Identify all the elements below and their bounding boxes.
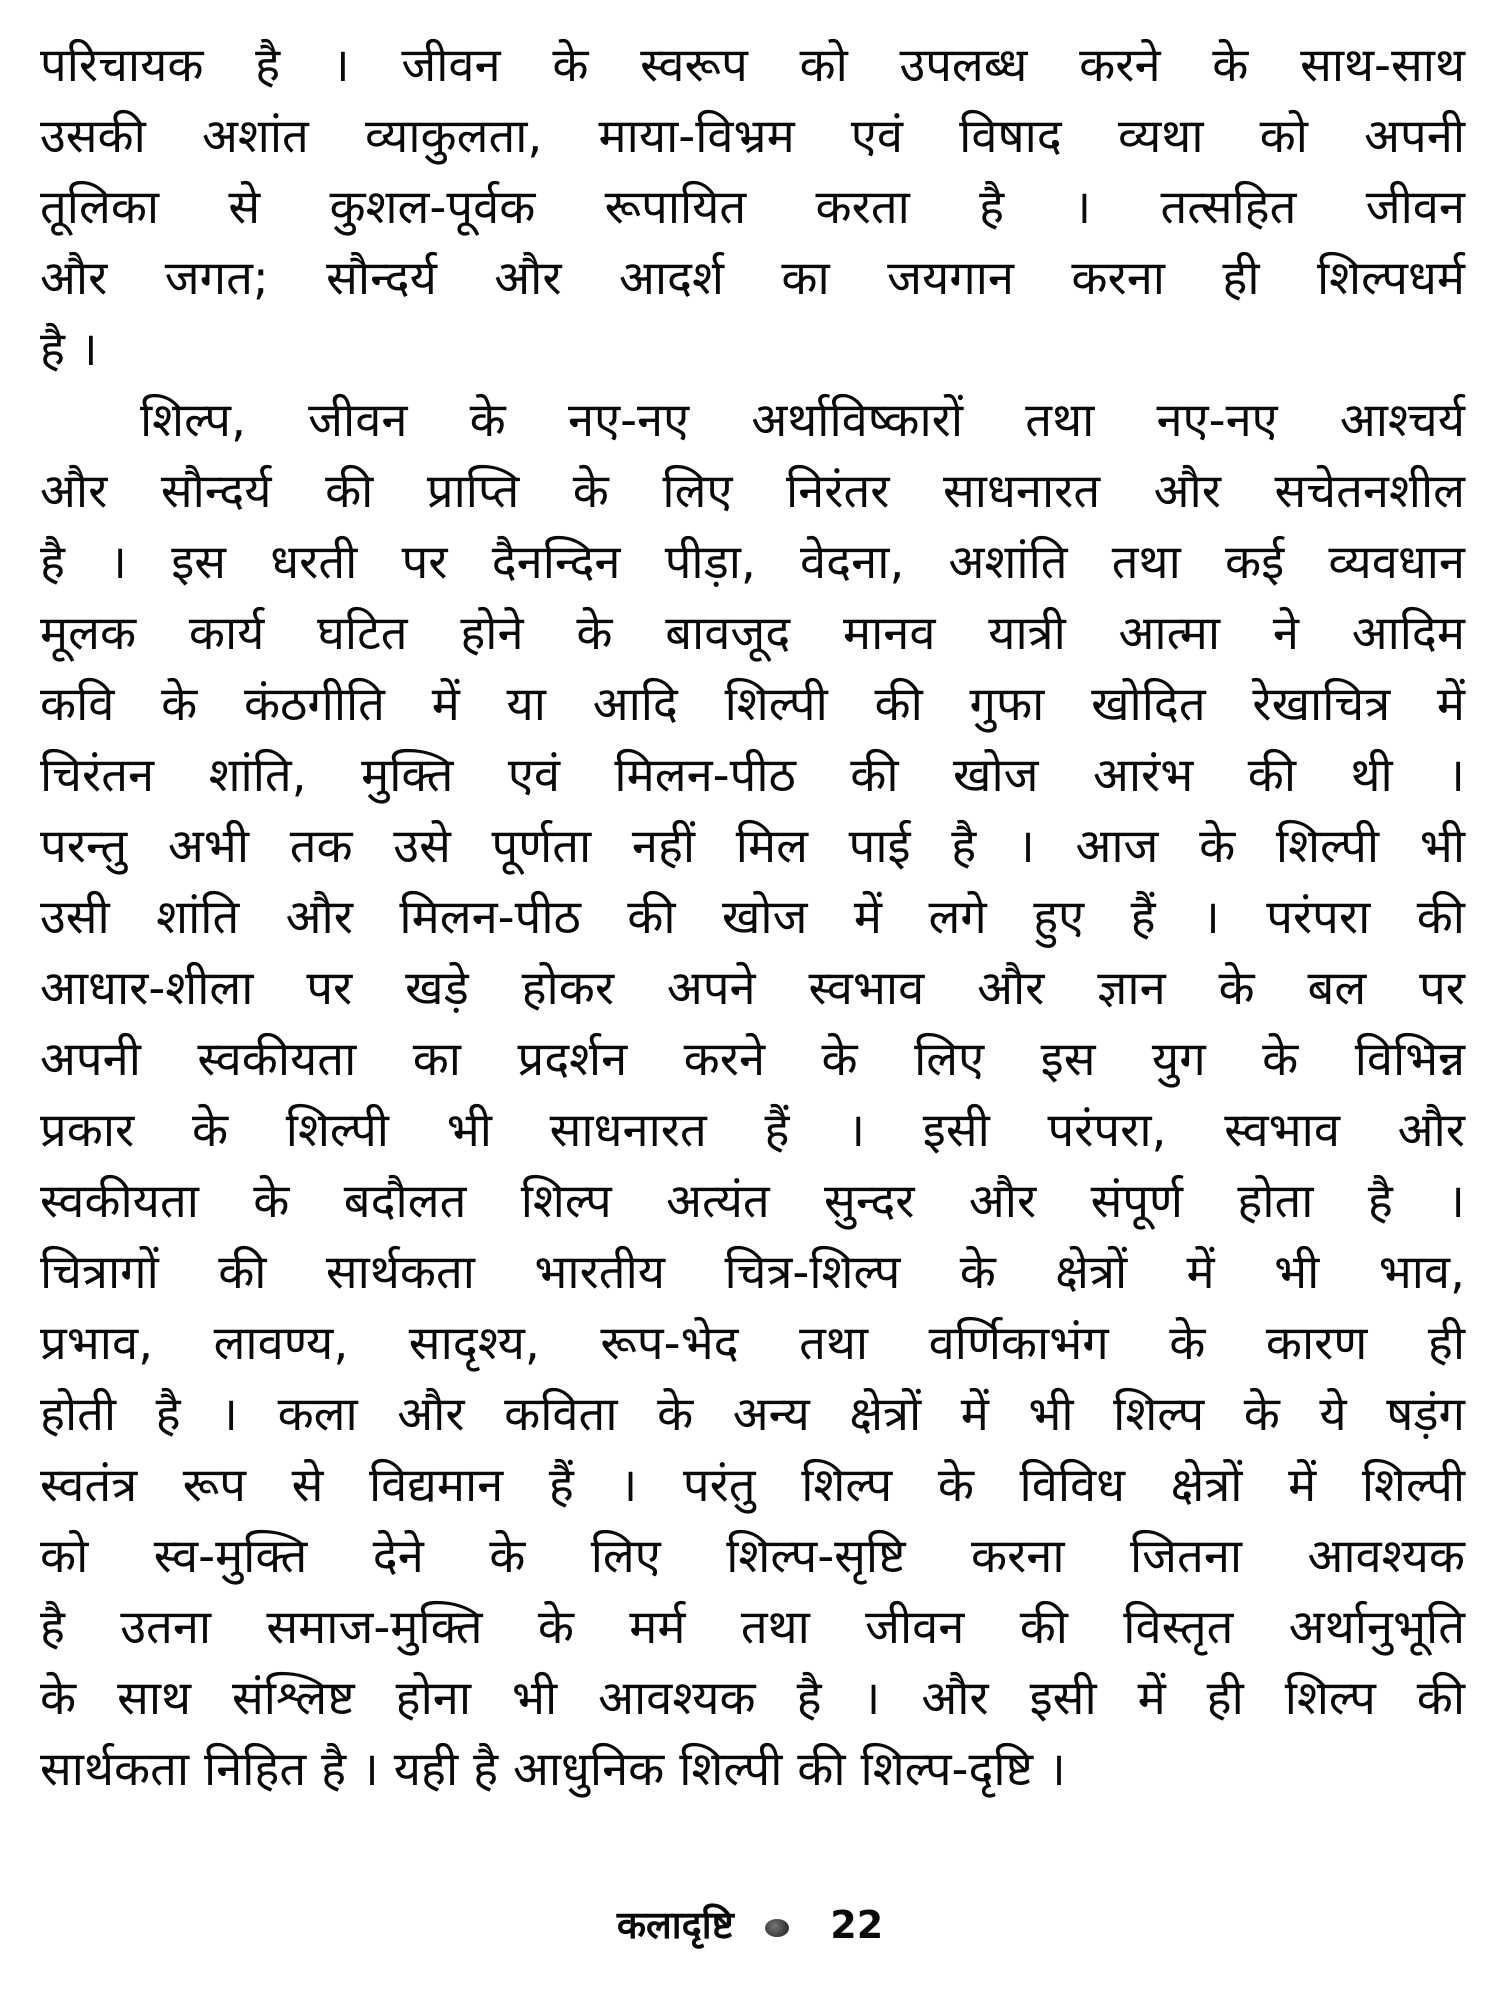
- text-line: अपनी स्वकीयता का प्रदर्शन करने के लिए इस युग के विभिन्न: [40, 1032, 1465, 1087]
- paragraph-end-line: है ।: [40, 322, 98, 377]
- text-line: और जगत; सौन्दर्य और आदर्श का जयगान करना ही शिल्पधर्म: [40, 251, 1465, 306]
- text-line: तूलिका से कुशल-पूर्वक रूपायित करता है । तत्सहित जीवन: [40, 180, 1465, 235]
- text-line: है उतना समाज-मुक्ति के मर्म तथा जीवन की विस्तृत अर्थानुभूति: [40, 1600, 1465, 1655]
- text-line: मूलक कार्य घटित होने के बावजूद मानव यात्री आत्मा ने आदिम: [40, 606, 1465, 661]
- text-line: और सौन्दर्य की प्राप्ति के लिए निरंतर साधनारत और सचेतनशील: [40, 464, 1465, 519]
- text-line: है । इस धरती पर दैनन्दिन पीड़ा, वेदना, अशांति तथा कई व्यवधान: [40, 535, 1465, 590]
- text-line: होती है । कला और कविता के अन्य क्षेत्रों में भी शिल्प के ये षड़ंग: [40, 1387, 1465, 1442]
- text-line: उसी शांति और मिलन-पीठ की खोज में लगे हुए हैं । परंपरा की: [40, 890, 1465, 945]
- text-line: स्वतंत्र रूप से विद्यमान हैं । परंतु शिल्प के विविध क्षेत्रों में शिल्पी: [40, 1458, 1465, 1513]
- page-number: 22: [830, 1903, 884, 1947]
- text-line: उसकी अशांत व्याकुलता, माया-विभ्रम एवं विषाद व्यथा को अपनी: [40, 109, 1465, 164]
- text-line: चिरंतन शांति, मुक्ति एवं मिलन-पीठ की खोज आरंभ की थी ।: [40, 748, 1465, 803]
- bullet-dot-icon: [765, 1919, 789, 1937]
- page-footer: [0, 1895, 1500, 1955]
- text-line: को स्व-मुक्ति देने के लिए शिल्प-सृष्टि करना जितना आवश्यक: [40, 1529, 1465, 1584]
- text-line: स्वकीयता के बदौलत शिल्प अत्यंत सुन्दर और संपूर्ण होता है ।: [40, 1174, 1465, 1229]
- text-line: परन्तु अभी तक उसे पूर्णता नहीं मिल पाई है । आज के शिल्पी भी: [40, 819, 1465, 874]
- text-line: परिचायक है । जीवन के स्वरूप को उपलब्ध करने के साथ-साथ: [40, 38, 1465, 93]
- text-line: चित्रागों की सार्थकता भारतीय चित्र-शिल्प के क्षेत्रों में भी भाव,: [40, 1245, 1465, 1300]
- text-line: आधार-शीला पर खड़े होकर अपने स्वभाव और ज्ञान के बल पर: [40, 961, 1465, 1016]
- text-line: कवि के कंठगीति में या आदि शिल्पी की गुफा खोदित रेखाचित्र में: [40, 677, 1465, 732]
- body-text: [40, 30, 1465, 1805]
- text-line: के साथ संश्लिष्ट होना भी आवश्यक है । और इसी में ही शिल्प की: [40, 1671, 1465, 1726]
- running-title: कलादृष्टि: [616, 1903, 734, 1947]
- text-line: प्रकार के शिल्पी भी साधनारत हैं । इसी परंपरा, स्वभाव और: [40, 1103, 1465, 1158]
- text-line: प्रभाव, लावण्य, सादृश्य, रूप-भेद तथा वर्णिकाभंग के कारण ही: [40, 1316, 1465, 1371]
- paragraph-end-line: सार्थकता निहित है । यही है आधुनिक शिल्पी की शिल्प-दृष्टि ।: [40, 1742, 1066, 1797]
- paragraph-start-line: शिल्प, जीवन के नए-नए अर्थाविष्कारों तथा नए-नए आश्चर्य: [140, 393, 1465, 448]
